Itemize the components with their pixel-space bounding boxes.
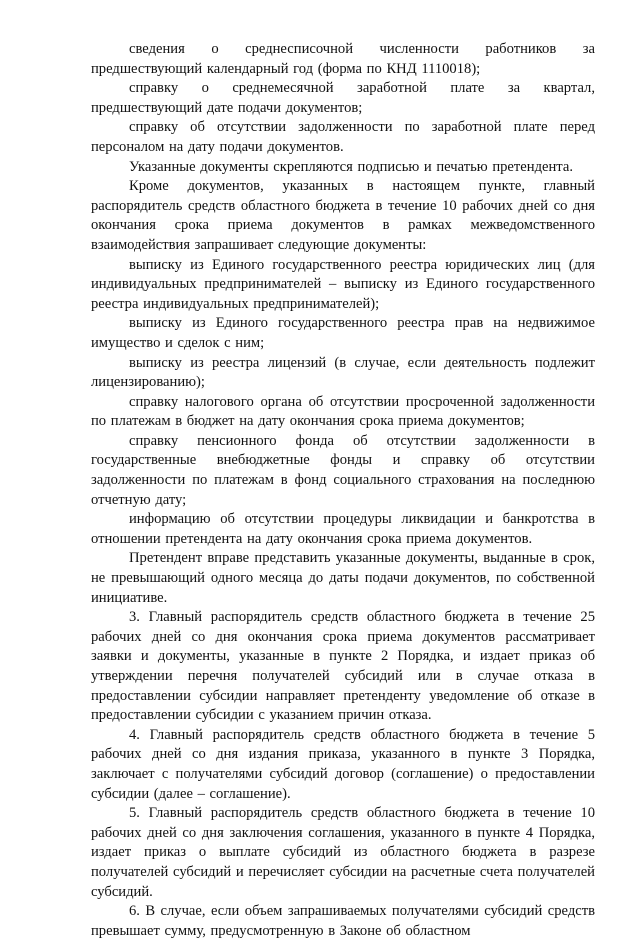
paragraph: Кроме документов, указанных в настоящем пункте, главный распорядитель средств областного бюджета в течение 10 рабочих дней со дня окончания срока приема документов в рамках межведомственного взаимодействия запрашивает следующие документы:	[91, 178, 595, 253]
paragraph: выписку из Единого государственного реестра юридических лиц (для индивидуальных предпринимателей – выписку из Единого государственного реестра индивидуальных предпринимателей);	[91, 256, 595, 312]
paragraph: выписку из реестра лицензий (в случае, если деятельность подлежит лицензированию);	[91, 354, 595, 391]
paragraph: 4. Главный распорядитель средств областного бюджета в течение 5 рабочих дней со дня издания приказа, указанного в пункте 3 Порядка, заключает с получателями субсидий договор (соглашение) о предоставлении субсидии (далее – соглашение).	[91, 726, 595, 802]
paragraph: информацию об отсутствии процедуры ликвидации и банкротства в отношении претендента на дату окончания срока приема документов.	[91, 511, 595, 547]
paragraph: справку пенсионного фонда об отсутствии задолженности в государственные внебюджетные фонды и справку об отсутствии задолженности по платежам в фонд социального страхования на последнюю отчетную дату;	[91, 432, 595, 508]
paragraph: 5. Главный распорядитель средств областного бюджета в течение 10 рабочих дней со дня заключения соглашения, указанного в пункте 4 Порядка, издает приказ о выплате субсидий из областного бюджета в разрезе получателей субсидий и перечисляет субсидии на расчетные счета получателей субсидий.	[91, 805, 595, 900]
paragraph: справку налогового органа об отсутствии просроченной задолженности по платежам в бюджет на дату окончания срока приема документов;	[91, 393, 595, 430]
paragraph: выписку из Единого государственного реестра прав на недвижимое имущество и сделок с ним;	[91, 315, 595, 351]
paragraph: 3. Главный распорядитель средств областного бюджета в течение 25 рабочих дней со дня окончания срока приема документов рассматривает заявки и документы, указанные в пункте 2 Порядка, и издает приказ об утверждении перечня получателей субсидий или в случае отказа в предоставлении субсидии направляет претенденту уведомление об отказе в предоставлении субсидии с указанием причин отказа.	[91, 609, 595, 724]
paragraph: Указанные документы скрепляются подписью и печатью претендента.	[129, 158, 573, 175]
document-page	[91, 40, 595, 941]
paragraph: 6. В случае, если объем запрашиваемых получателями субсидий средств превышает сумму, предусмотренную в Законе об областном	[91, 903, 595, 939]
paragraph: справку о среднемесячной заработной плате за квартал, предшествующий дате подачи документов;	[91, 80, 595, 116]
paragraph: сведения о среднесписочной численности работников за предшествующий календарный год (форма по КНД 1110018);	[91, 41, 595, 77]
paragraph: справку об отсутствии задолженности по заработной плате перед персоналом на дату подачи документов.	[91, 119, 595, 155]
paragraph: Претендент вправе представить указанные документы, выданные в срок, не превышающий одного месяца до даты подачи документов, по собственной инициативе.	[91, 550, 595, 606]
